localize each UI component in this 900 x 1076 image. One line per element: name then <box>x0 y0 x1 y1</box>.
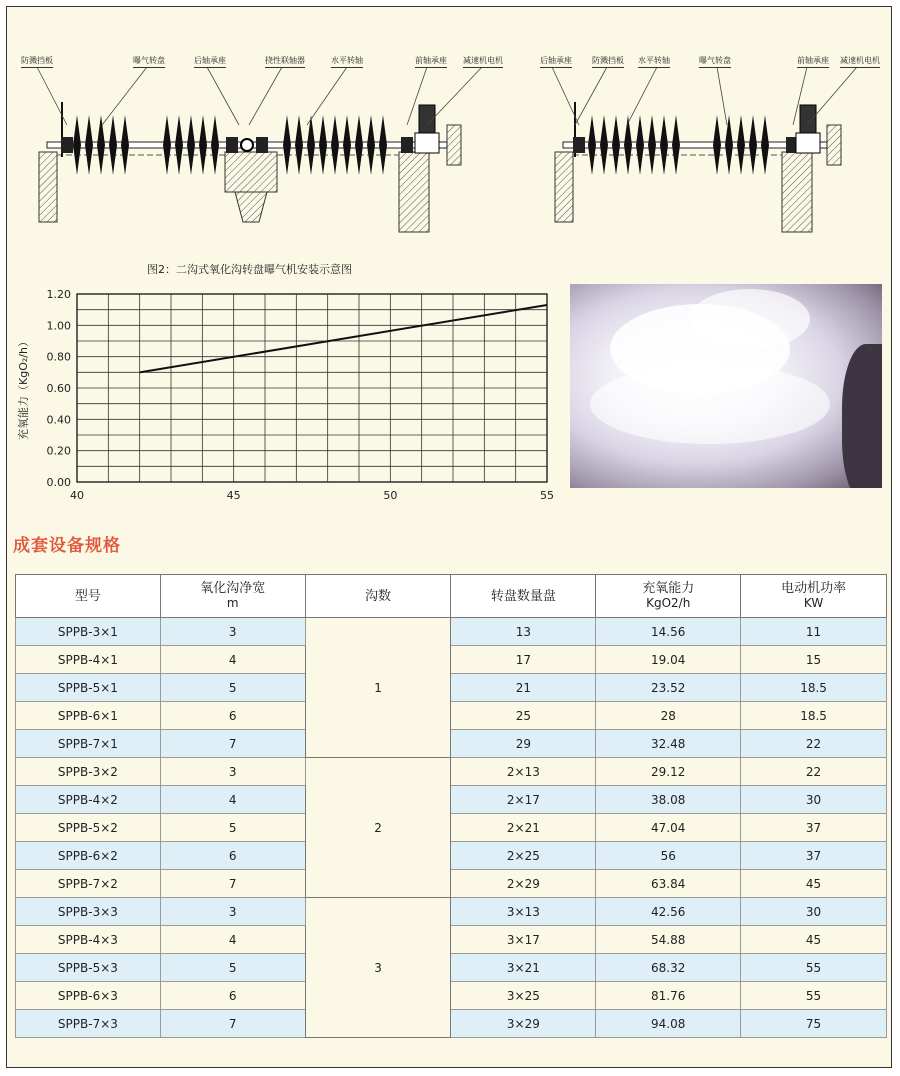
aerator-disc <box>187 115 195 175</box>
motor-power-cell: 75 <box>741 1010 887 1038</box>
leader-line <box>427 67 482 125</box>
diagram-label: 前轴承座 <box>797 55 829 68</box>
aerator-disc <box>612 115 620 175</box>
table-row <box>16 674 887 702</box>
table-row <box>16 730 887 758</box>
width-cell: 6 <box>160 702 305 730</box>
model-cell: SPPB-7×3 <box>16 1010 161 1038</box>
table-row <box>16 926 887 954</box>
disc-count-cell: 2×21 <box>451 814 596 842</box>
diagram-label: 挠性联轴器 <box>265 55 305 68</box>
x-tick-label: 45 <box>226 489 241 502</box>
disc-count-cell: 25 <box>451 702 596 730</box>
width-cell: 6 <box>160 982 305 1010</box>
aerator-disc <box>737 115 745 175</box>
leader-line <box>717 67 727 125</box>
aerator-disc <box>672 115 680 175</box>
leader-line <box>249 67 282 125</box>
leader-line <box>575 67 607 125</box>
disc-count-cell: 2×29 <box>451 870 596 898</box>
aerator-disc <box>749 115 757 175</box>
disc-count-cell: 2×17 <box>451 786 596 814</box>
motor-power-cell: 18.5 <box>741 702 887 730</box>
aerator-disc <box>648 115 656 175</box>
disc-count-cell: 29 <box>451 730 596 758</box>
y-tick-label: 0.20 <box>46 444 71 458</box>
ditch-wall <box>399 152 429 232</box>
aerator-disc <box>121 115 129 175</box>
aerator-drawing <box>7 7 893 257</box>
diagram-label: 减速机电机 <box>463 55 503 68</box>
model-cell: SPPB-4×1 <box>16 646 161 674</box>
table-row <box>16 758 887 786</box>
aeration-photo <box>570 284 882 488</box>
y-tick-label: 0.40 <box>46 413 71 427</box>
oxygen-capacity-cell: 47.04 <box>596 814 741 842</box>
table-row <box>16 898 887 926</box>
model-cell: SPPB-3×1 <box>16 618 161 646</box>
oxygen-capacity-cell: 42.56 <box>596 898 741 926</box>
oxygen-capacity-cell: 29.12 <box>596 758 741 786</box>
y-tick-label: 0.80 <box>46 350 71 364</box>
diagram-label: 后轴承座 <box>540 55 572 68</box>
aerator-disc <box>600 115 608 175</box>
motor-power-cell: 55 <box>741 954 887 982</box>
aerator-disc <box>97 115 105 175</box>
motor <box>800 105 816 133</box>
aerator-disc <box>175 115 183 175</box>
aerator-disc <box>367 115 375 175</box>
model-cell: SPPB-4×3 <box>16 926 161 954</box>
oxygen-capacity-cell: 19.04 <box>596 646 741 674</box>
model-cell: SPPB-4×2 <box>16 786 161 814</box>
model-cell: SPPB-6×3 <box>16 982 161 1010</box>
chart-canvas <box>7 282 562 502</box>
aerator-disc <box>331 115 339 175</box>
model-cell: SPPB-5×2 <box>16 814 161 842</box>
diagram-label: 后轴承座 <box>194 55 226 68</box>
oxygenation-chart <box>7 282 562 502</box>
width-cell: 4 <box>160 786 305 814</box>
oxygen-capacity-cell: 81.76 <box>596 982 741 1010</box>
reducer <box>796 133 820 153</box>
width-cell: 6 <box>160 842 305 870</box>
width-cell: 7 <box>160 730 305 758</box>
model-cell: SPPB-6×2 <box>16 842 161 870</box>
aerator-disc <box>85 115 93 175</box>
motor-power-cell: 22 <box>741 758 887 786</box>
disc-count-cell: 21 <box>451 674 596 702</box>
model-cell: SPPB-3×3 <box>16 898 161 926</box>
aerator-disc <box>163 115 171 175</box>
width-cell: 3 <box>160 898 305 926</box>
table-row <box>16 814 887 842</box>
column-header: 型号 <box>16 575 161 618</box>
aerator-disc <box>660 115 668 175</box>
motor-power-cell: 18.5 <box>741 674 887 702</box>
aerator-disc <box>343 115 351 175</box>
leader-line <box>627 67 657 125</box>
section-title: 成套设备规格 <box>13 536 121 556</box>
motor-power-cell: 30 <box>741 786 887 814</box>
leader-line <box>807 67 857 125</box>
aerator-disc <box>319 115 327 175</box>
table-row <box>16 870 887 898</box>
table-row <box>16 618 887 646</box>
oxygen-capacity-cell: 94.08 <box>596 1010 741 1038</box>
y-tick-label: 1.00 <box>46 319 71 333</box>
leader-line <box>207 67 239 125</box>
oxygen-capacity-cell: 23.52 <box>596 674 741 702</box>
y-axis-label: 充氧能力（KgO₂/h） <box>17 336 30 440</box>
width-cell: 5 <box>160 674 305 702</box>
aerator-disc <box>73 115 81 175</box>
disc-count-cell: 3×21 <box>451 954 596 982</box>
motor-power-cell: 15 <box>741 646 887 674</box>
diagram-label: 水平转轴 <box>331 55 363 68</box>
width-cell: 4 <box>160 926 305 954</box>
model-cell: SPPB-7×2 <box>16 870 161 898</box>
x-tick-label: 50 <box>383 489 398 502</box>
disc-count-cell: 17 <box>451 646 596 674</box>
table-row <box>16 982 887 1010</box>
aerator-disc <box>588 115 596 175</box>
leader-line <box>102 67 147 125</box>
aerator-disc <box>283 115 291 175</box>
column-header: 氧化沟净宽 m <box>160 575 305 618</box>
data-series-line <box>140 305 547 372</box>
diagram-label: 曝气转盘 <box>699 55 731 68</box>
width-cell: 4 <box>160 646 305 674</box>
aerator-disc <box>307 115 315 175</box>
ditch-wall <box>225 152 277 192</box>
column-header: 充氧能力 KgO2/h <box>596 575 741 618</box>
table-row <box>16 646 887 674</box>
diagram-label: 防溅挡板 <box>592 55 624 68</box>
ditch-count-cell: 1 <box>305 618 451 758</box>
column-header: 电动机功率 KW <box>741 575 887 618</box>
column-header: 转盘数量盘 <box>451 575 596 618</box>
disc-count-cell: 3×17 <box>451 926 596 954</box>
disc-count-cell: 3×13 <box>451 898 596 926</box>
model-cell: SPPB-5×3 <box>16 954 161 982</box>
oxygen-capacity-cell: 32.48 <box>596 730 741 758</box>
oxygen-capacity-cell: 68.32 <box>596 954 741 982</box>
motor-power-cell: 22 <box>741 730 887 758</box>
disc-count-cell: 2×13 <box>451 758 596 786</box>
ditch-wall <box>447 125 461 165</box>
table-row <box>16 786 887 814</box>
motor-power-cell: 37 <box>741 842 887 870</box>
aerator-disc <box>199 115 207 175</box>
bearing-seat <box>573 137 585 153</box>
ditch-count-cell: 3 <box>305 898 451 1038</box>
ditch-wall <box>39 152 57 222</box>
aerator-disc <box>761 115 769 175</box>
motor-power-cell: 30 <box>741 898 887 926</box>
table-header-row <box>16 575 887 618</box>
disc-count-cell: 2×25 <box>451 842 596 870</box>
motor-power-cell: 45 <box>741 926 887 954</box>
diagram-label: 水平转轴 <box>638 55 670 68</box>
width-cell: 7 <box>160 870 305 898</box>
diagram-label: 减速机电机 <box>840 55 880 68</box>
ditch-count-cell: 2 <box>305 758 451 898</box>
diagram-label: 前轴承座 <box>415 55 447 68</box>
oxygen-capacity-cell: 28 <box>596 702 741 730</box>
leader-line <box>37 67 67 125</box>
aerator-disc <box>295 115 303 175</box>
aerator-disc <box>355 115 363 175</box>
oxygen-capacity-cell: 56 <box>596 842 741 870</box>
leader-line <box>307 67 347 125</box>
aerator-disc <box>211 115 219 175</box>
ditch-wall <box>555 152 573 222</box>
ditch-wall <box>782 152 812 232</box>
width-cell: 5 <box>160 954 305 982</box>
motor-power-cell: 11 <box>741 618 887 646</box>
motor-power-cell: 55 <box>741 982 887 1010</box>
aerator-disc <box>109 115 117 175</box>
table-row <box>16 954 887 982</box>
reducer <box>415 133 439 153</box>
model-cell: SPPB-3×2 <box>16 758 161 786</box>
bearing-seat <box>401 137 413 153</box>
spec-sheet <box>6 6 892 1068</box>
oxygen-capacity-cell: 54.88 <box>596 926 741 954</box>
disc-count-cell: 13 <box>451 618 596 646</box>
y-tick-label: 1.20 <box>46 288 71 301</box>
disc-count-cell: 3×25 <box>451 982 596 1010</box>
x-tick-label: 55 <box>540 489 554 502</box>
installation-diagram <box>7 7 893 257</box>
table-row <box>16 842 887 870</box>
width-cell: 7 <box>160 1010 305 1038</box>
aerator-disc <box>725 115 733 175</box>
column-header: 沟数 <box>305 575 451 618</box>
leader-line <box>552 67 579 125</box>
aerator-disc <box>713 115 721 175</box>
model-cell: SPPB-5×1 <box>16 674 161 702</box>
width-cell: 3 <box>160 758 305 786</box>
motor-power-cell: 37 <box>741 814 887 842</box>
aerator-disc <box>379 115 387 175</box>
ditch-wall <box>827 125 841 165</box>
aerator-disc <box>636 115 644 175</box>
flexible-coupling <box>241 139 253 151</box>
oxygen-capacity-cell: 38.08 <box>596 786 741 814</box>
table-row <box>16 1010 887 1038</box>
spec-table <box>15 574 887 1038</box>
diagram-caption: 图2：二沟式氧化沟转盘曝气机安装示意图 <box>147 263 352 276</box>
width-cell: 5 <box>160 814 305 842</box>
diagram-label: 防溅挡板 <box>21 55 53 68</box>
motor-power-cell: 45 <box>741 870 887 898</box>
ditch-wall <box>235 192 267 222</box>
y-tick-label: 0.60 <box>46 382 71 395</box>
oxygen-capacity-cell: 63.84 <box>596 870 741 898</box>
x-tick-label: 40 <box>70 489 84 502</box>
table-row <box>16 702 887 730</box>
model-cell: SPPB-6×1 <box>16 702 161 730</box>
model-cell: SPPB-7×1 <box>16 730 161 758</box>
disc-count-cell: 3×29 <box>451 1010 596 1038</box>
width-cell: 3 <box>160 618 305 646</box>
bearing-seat <box>256 137 268 153</box>
bearing-seat <box>226 137 238 153</box>
bearing-seat <box>61 137 73 153</box>
aerator-disc <box>624 115 632 175</box>
oxygen-capacity-cell: 14.56 <box>596 618 741 646</box>
diagram-label: 曝气转盘 <box>133 55 165 68</box>
y-tick-label: 0.00 <box>46 476 71 489</box>
